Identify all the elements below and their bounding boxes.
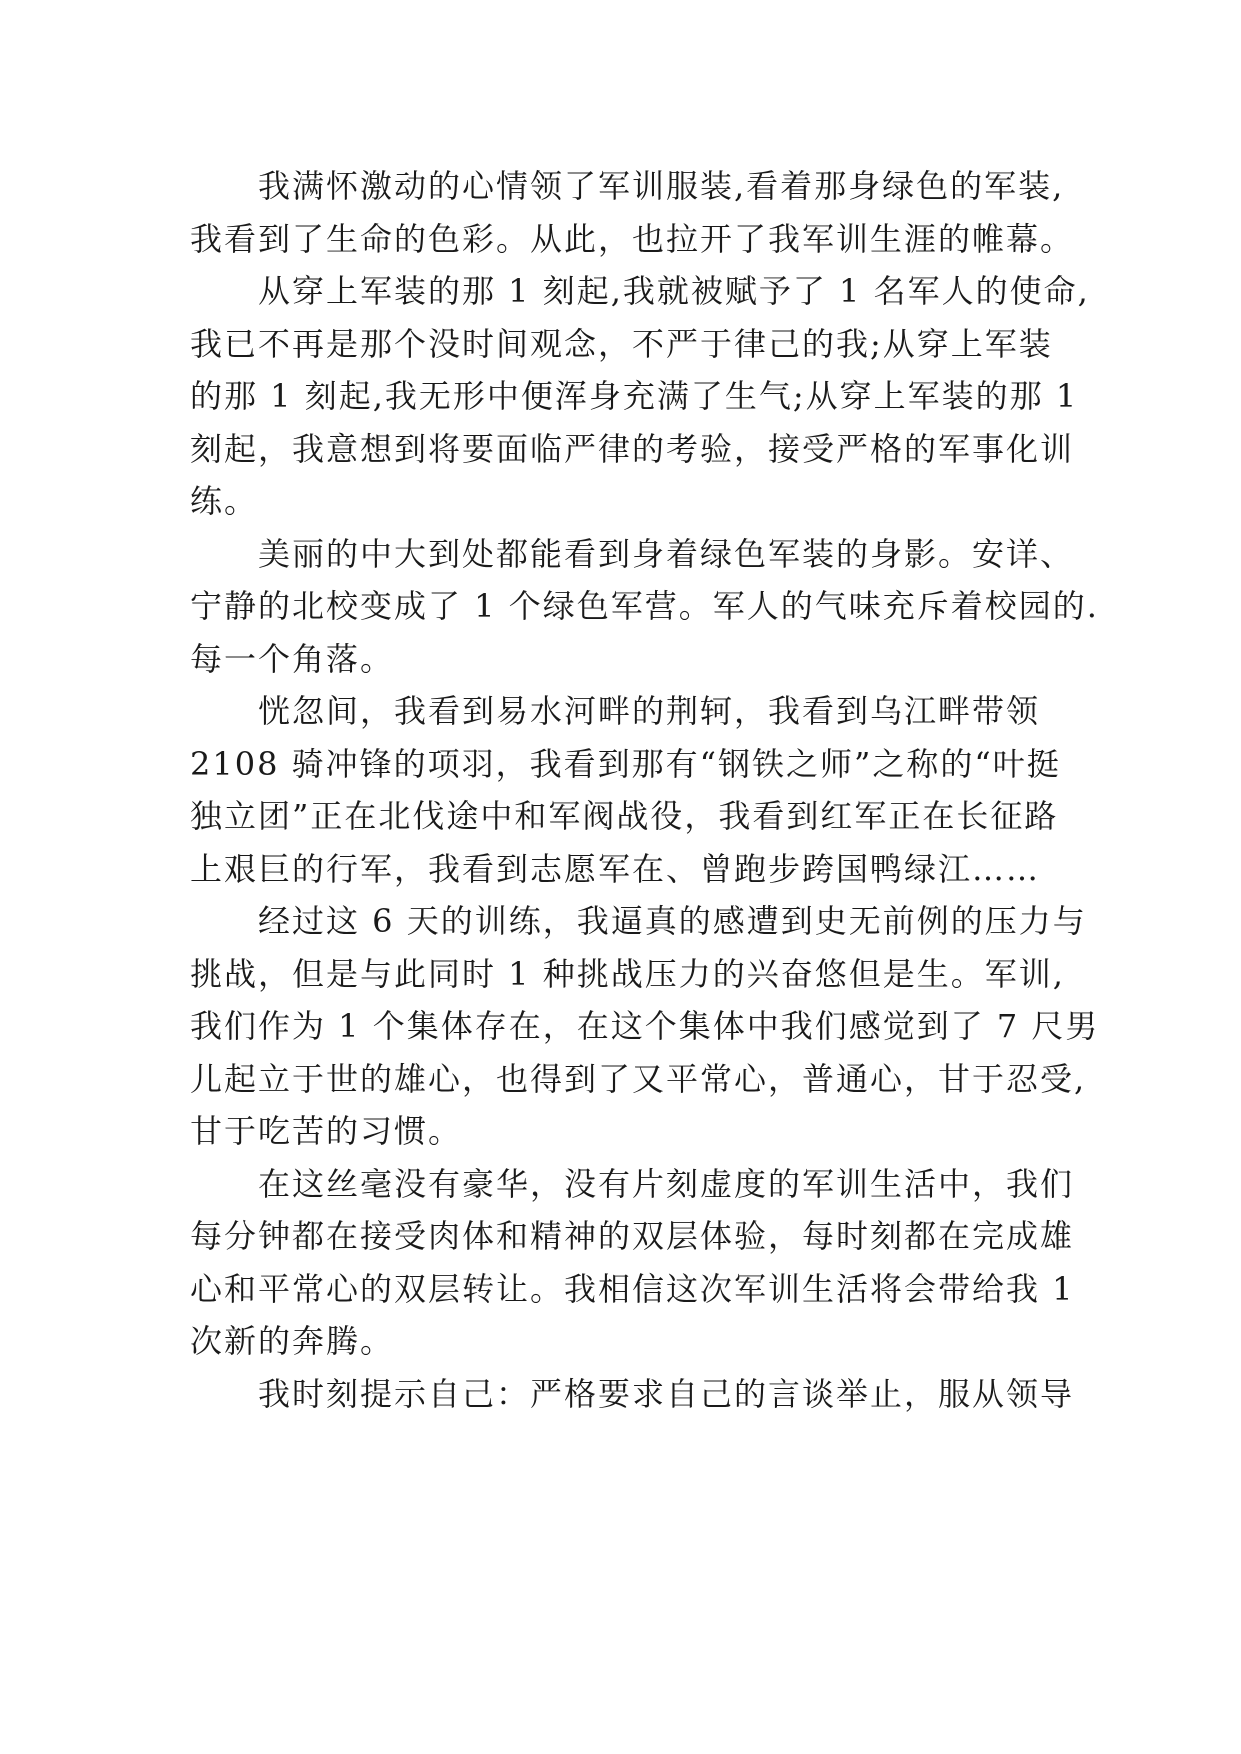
text-line: 美丽的中大到处都能看到身着绿色军装的身影。安详、 bbox=[258, 534, 1075, 573]
text-line: 从穿上军装的那 1 刻起,我就被赋予了 1 名军人的使命, bbox=[258, 272, 1090, 310]
text-line: 心和平常心的双层转让。我相信这次军训生活将会带给我 1 bbox=[190, 1269, 1075, 1308]
text-line: 宁静的北校变成了 1 个绿色军营。军人的气味充斥着校园的. bbox=[190, 587, 1099, 625]
text-line: 在这丝毫没有豪华，没有片刻虚度的军训生活中，我们 bbox=[258, 1164, 1075, 1203]
text-line: 上艰巨的行军，我看到志愿军在、曾跑步跨国鸭绿江…… bbox=[190, 849, 1041, 888]
text-line: 每分钟都在接受肉体和精神的双层体验，每时刻都在完成雄 bbox=[190, 1217, 1075, 1255]
text-line: 儿起立于世的雄心，也得到了又平常心，普通心，甘于忍受, bbox=[190, 1059, 1087, 1098]
text-line: 次新的奔腾。 bbox=[190, 1322, 395, 1360]
text-line: 恍忽间，我看到易水河畔的荆轲，我看到乌江畔带领 bbox=[258, 692, 1041, 730]
text-line: 练。 bbox=[190, 482, 259, 520]
text-line: 我已不再是那个没时间观念，不严于律己的我;从穿上军装 bbox=[190, 324, 1053, 363]
text-line: 的那 1 刻起,我无形中便浑身充满了生气;从穿上军装的那 1 bbox=[190, 377, 1079, 415]
text-line: 我时刻提示自己：严格要求自己的言谈举止，服从领导 bbox=[258, 1374, 1075, 1413]
text-line: 每一个角落。 bbox=[190, 639, 395, 678]
essay-body bbox=[190, 160, 1100, 1420]
text-line: 我满怀激动的心情领了军训服装,看着那身绿色的军装, bbox=[258, 167, 1065, 205]
text-line: 经过这 6 天的训练，我逼真的感遭到史无前例的压力与 bbox=[258, 902, 1087, 940]
text-line: 2108 骑冲锋的项羽，我看到那有“钢铁之师”之称的“叶挺 bbox=[190, 744, 1061, 783]
text-line: 我们作为 1 个集体存在，在这个集体中我们感觉到了 7 尺男 bbox=[190, 1007, 1100, 1045]
text-line: 甘于吃苦的习惯。 bbox=[190, 1112, 463, 1150]
text-line: 独立团”正在北伐途中和军阀战役，我看到红军正在长征路 bbox=[190, 797, 1059, 835]
text-line: 挑战，但是与此同时 1 种挑战压力的兴奋悠但是生。军训, bbox=[190, 954, 1065, 993]
text-line: 刻起，我意想到将要面临严律的考验，接受严格的军事化训 bbox=[190, 429, 1075, 468]
text-line: 我看到了生命的色彩。从此，也拉开了我军训生涯的帷幕。 bbox=[190, 219, 1075, 258]
